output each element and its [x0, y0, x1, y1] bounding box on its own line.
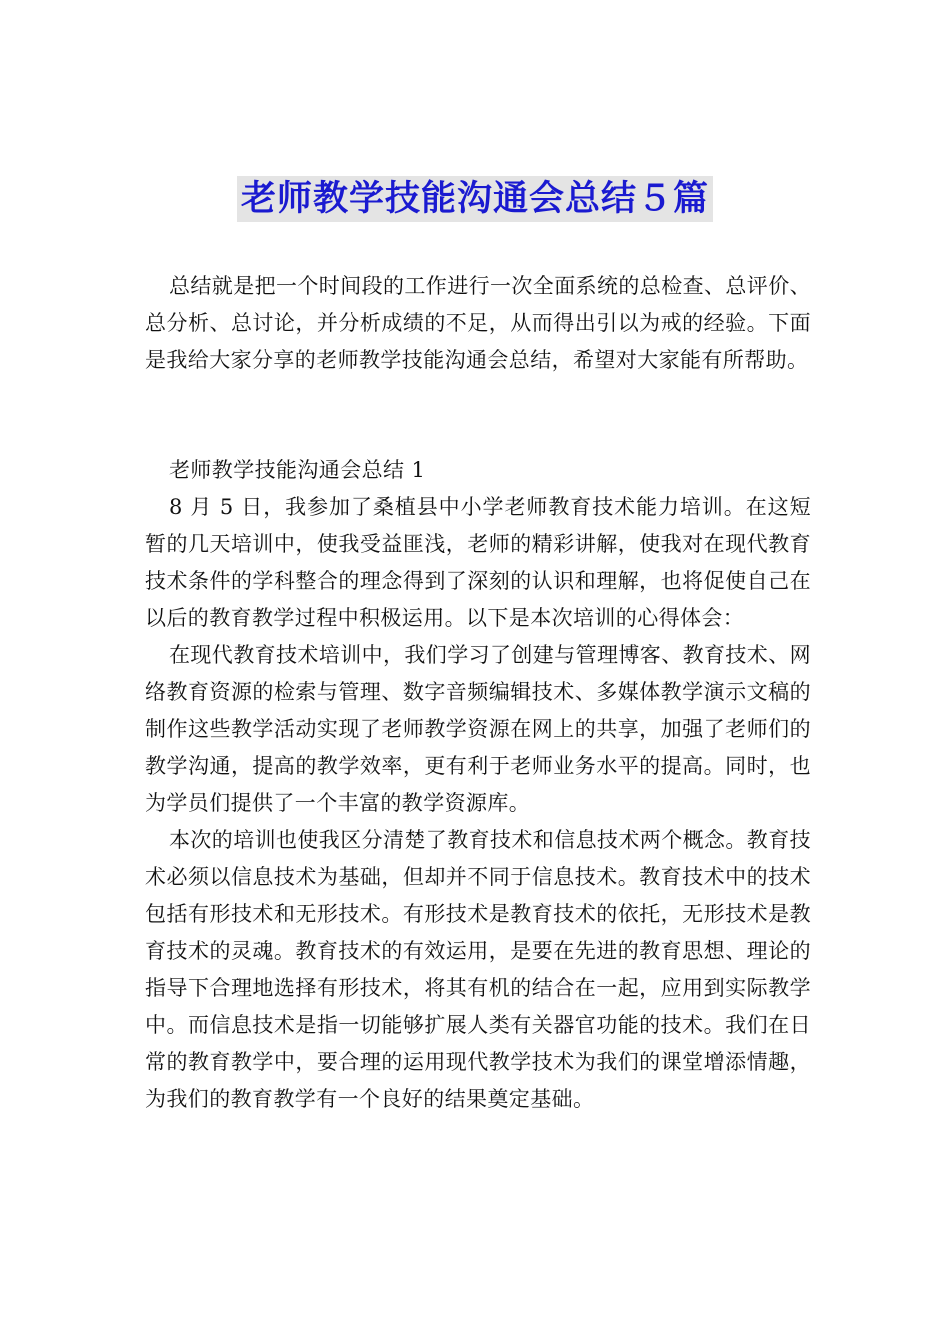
section-block	[145, 452, 811, 1118]
intro-block	[145, 268, 811, 379]
section-heading: 老师教学技能沟通会总结 1	[169, 458, 426, 482]
document-title: 老师教学技能沟通会总结５篇	[237, 176, 713, 222]
body-paragraph-3: 本次的培训也使我区分清楚了教育技术和信息技术两个概念。教育技术必须以信息技术为基础，但却并不同于信息技术。教育技术中的技术包括有形技术和无形技术。有形技术是教育技术的依托，无形技术是教育技术的灵魂。教育技术的有效运用，是要在先进的教育思想、理论的指导下合理地选择有形技术，将其有机的结合在一起，应用到实际教学中。而信息技术是指一切能够扩展人类有关器官功能的技术。我们在日常的教育教学中，要合理的运用现代教学技术为我们的课堂增添情趣，为我们的教育教学有一个良好的结果奠定基础。	[145, 828, 811, 1111]
body-paragraph-2: 在现代教育技术培训中，我们学习了创建与管理博客、教育技术、网络教育资源的检索与管理、数字音频编辑技术、多媒体教学演示文稿的制作这些教学活动实现了老师教学资源在网上的共享，加强了老师们的教学沟通，提高的教学效率，更有利于老师业务水平的提高。同时，也为学员们提供了一个丰富的教学资源库。	[145, 643, 811, 815]
title-container	[0, 176, 950, 222]
body-paragraph-1: 8 月 5 日，我参加了桑植县中小学老师教育技术能力培训。在这短暂的几天培训中，使我受益匪浅，老师的精彩讲解，使我对在现代教育技术条件的学科整合的理念得到了深刻的认识和理解，也将促使自己在以后的教育教学过程中积极运用。以下是本次培训的心得体会：	[145, 495, 811, 630]
intro-paragraph: 总结就是把一个时间段的工作进行一次全面系统的总检查、总评价、总分析、总讨论，并分析成绩的不足，从而得出引以为戒的经验。下面是我给大家分享的老师教学技能沟通会总结，希望对大家能有所帮助。	[145, 274, 811, 372]
